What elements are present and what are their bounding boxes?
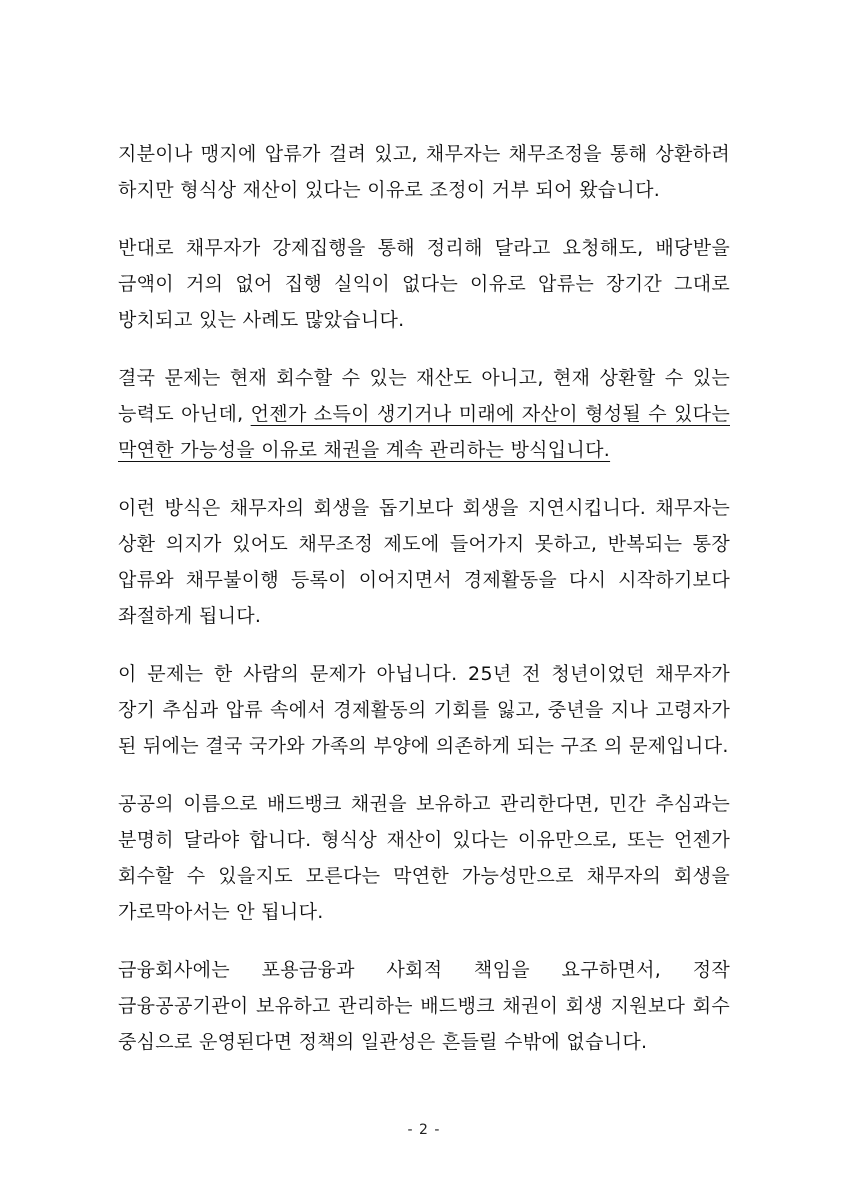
paragraph-3-underlined-text: 언젠가 소득이 생기거나 미래에 자산이 형성될 수 있다는 막연한 가능성을 이유로 채권을 계속 관리하는 방식입니다.	[118, 403, 730, 461]
paragraph-3	[118, 360, 730, 468]
paragraph-1: 지분이나 맹지에 압류가 걸려 있고, 채무자는 채무조정을 통해 상환하려 하지만 형식상 재산이 있다는 이유로 조정이 거부 되어 왔습니다.	[118, 143, 730, 201]
paragraph-2: 반대로 채무자가 강제집행을 통해 정리해 달라고 요청해도, 배당받을 금액이 거의 없어 집행 실익이 없다는 이유로 압류는 장기간 그대로 방치되고 있는 사례도 많았습니다.	[118, 237, 730, 331]
paragraph-5: 이 문제는 한 사람의 문제가 아닙니다. 25년 전 청년이었던 채무자가 장기 추심과 압류 속에서 경제활동의 기회를 잃고, 중년을 지나 고령자가 된 뒤에는 결국 국가와 가족의 부양에 의존하게 되는 구조 의 문제입니다.	[118, 663, 730, 757]
paragraph-4: 이런 방식은 채무자의 회생을 돕기보다 회생을 지연시킵니다. 채무자는 상환 의지가 있어도 채무조정 제도에 들어가지 못하고, 반복되는 통장 압류와 채무불이행 등록이 이어지면서 경제활동을 다시 시작하기보다 좌절하게 됩니다.	[118, 497, 730, 627]
paragraph-7: 금융회사에는 포용금융과 사회적 책임을 요구하면서, 정작 금융공공기관이 보유하고 관리하는 배드뱅크 채권이 회생 지원보다 회수 중심으로 운영된다면 정책의 일관성은 흔들릴 수밖에 없습니다.	[118, 959, 730, 1053]
paragraph-6: 공공의 이름으로 배드뱅크 채권을 보유하고 관리한다면, 민간 추심과는 분명히 달라야 합니다. 형식상 재산이 있다는 이유만으로, 또는 언젠가 회수할 수 있을지도 모른다는 막연한 가능성만으로 채무자의 회생을 가로막아서는 안 됩니다.	[118, 793, 730, 923]
page-number: - 2 -	[407, 1122, 441, 1138]
document-body	[118, 136, 730, 1082]
paragraph-3-plain-text: 결국 문제는 현재 회수할 수 있는 재산도 아니고, 현재 상환할 수 있는 능력도 아닌데,	[118, 367, 730, 425]
